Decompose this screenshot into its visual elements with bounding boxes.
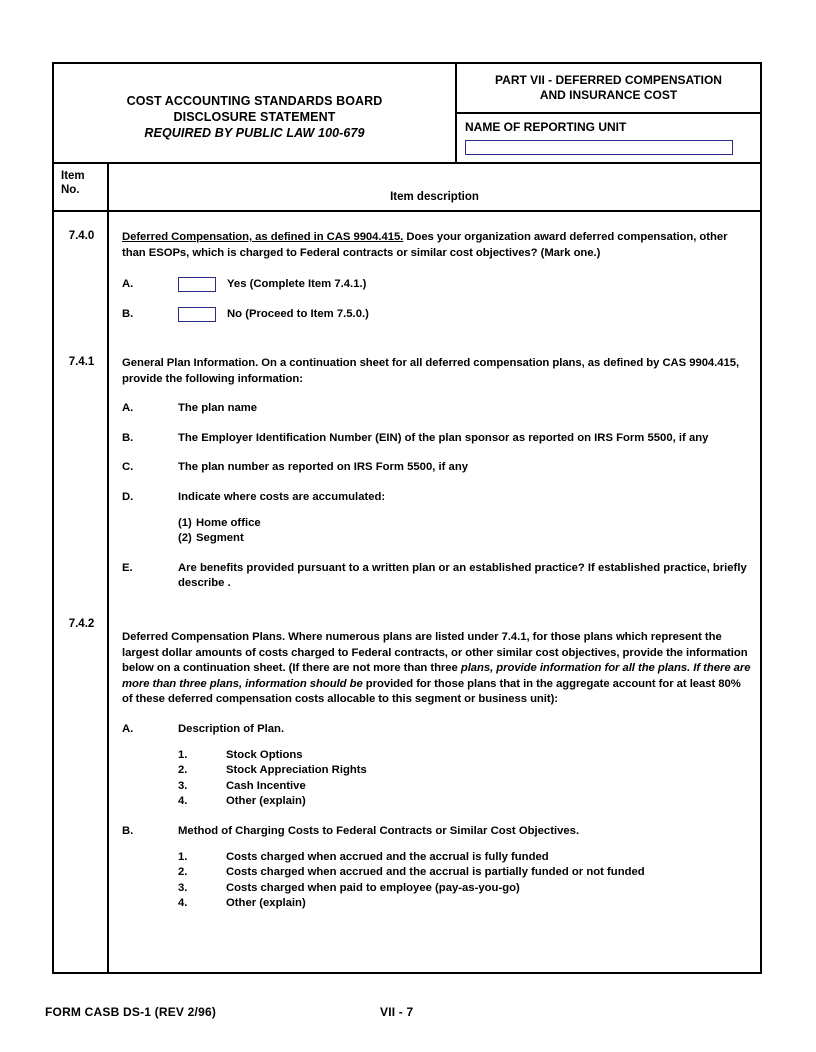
subitem-7-4-2-b-item-1 (178, 850, 754, 866)
subitem-letter-a: A. (122, 402, 134, 415)
subitem-7-4-1-e (122, 561, 754, 592)
subitem-7-4-2-a-item-3 (178, 779, 754, 795)
option-letter-b: B. (122, 308, 134, 321)
subitem-d-text-1: Home office (196, 516, 261, 529)
reporting-unit-label: NAME OF REPORTING UNIT (465, 120, 627, 134)
checkbox-no[interactable] (178, 307, 216, 322)
subitem-b-num-2: 2. (178, 866, 188, 879)
subitem-a-num-4: 4. (178, 795, 188, 808)
form-title-block (54, 64, 457, 162)
part-title-block (457, 64, 760, 114)
subitem-7-4-1-d-item-1 (178, 516, 754, 532)
subitem-7-4-2-text-a: Description of Plan. (178, 722, 285, 735)
subitem-text-a: The plan name (178, 402, 258, 415)
subitem-7-4-1-c (122, 460, 754, 476)
subitem-7-4-2-b-item-4 (178, 896, 754, 912)
subitem-7-4-2-b-item-2 (178, 865, 754, 881)
subitem-7-4-2-letter-a: A. (122, 722, 134, 735)
part-title-line-2: AND INSURANCE COST (539, 88, 678, 102)
section-7-4-1-paragraph: General Plan Information. On a continuation sheet for all deferred compensation plans, as defined by CAS 9904.415, provide the following information: (122, 357, 740, 385)
section-7-4-2-body-part1: Deferred Compensation Plans. Where numerous plans are listed under 7.4.1, for those plans which represent the largest dollar amounts of costs charged to Federal contracts, or other similar cost objectives, provide the information below on a continuation sheet. (If there are not more than three (122, 631, 748, 675)
subitem-a-text-1: Stock Options (226, 748, 303, 761)
option-row-yes[interactable] (122, 275, 754, 293)
option-label-no: No (Proceed to Item 7.5.0.) (227, 308, 369, 321)
form-title-line-1: COST ACCOUNTING STANDARDS BOARD (126, 94, 383, 108)
subitem-b-text-3: Costs charged when paid to employee (pay-as-you-go) (226, 881, 520, 894)
checkbox-yes[interactable] (178, 277, 216, 292)
item-description-column (109, 212, 760, 972)
section-7-4-0-body: Does your organization award deferred compensation, other than ESOPs, which is charged to Federal contracts or similar cost objectives? (Mark one.) (122, 231, 728, 259)
subitem-a-num-3: 3. (178, 779, 188, 792)
part-title-line-1: PART VII - DEFERRED COMPENSATION (495, 73, 722, 87)
subitem-text-e: Are benefits provided pursuant to a written plan or an established practice? If established practice, briefly describe . (178, 561, 747, 590)
section-7-4-1 (122, 356, 754, 592)
section-7-4-0-paragraph (122, 230, 754, 261)
subitem-d-text-2: Segment (196, 532, 244, 545)
item-number-7-4-0: 7.4.0 (68, 230, 95, 242)
subitem-7-4-1-d-item-2 (178, 531, 754, 547)
option-label-yes: Yes (Complete Item 7.4.1.) (227, 278, 367, 291)
form-header-right (457, 64, 760, 162)
subitem-text-d: Indicate where costs are accumulated: (178, 490, 386, 503)
section-7-4-2 (122, 630, 754, 912)
footer-page-number: VII - 7 (380, 1005, 414, 1019)
subitem-b-text-1: Costs charged when accrued and the accrual is fully funded (226, 850, 549, 863)
subitem-7-4-2-a-item-4 (178, 794, 754, 810)
subitem-7-4-2-b-item-3 (178, 881, 754, 897)
form-body-row (54, 212, 760, 972)
subitem-b-num-4: 4. (178, 897, 188, 910)
column-header-item-no-line1: Item (61, 170, 85, 182)
subitem-text-c: The plan number as reported on IRS Form 5500, if any (178, 461, 469, 474)
section-7-4-2-paragraph (122, 630, 754, 708)
column-header-item-no-line2: No. (61, 184, 80, 196)
subitem-a-num-2: 2. (178, 764, 188, 777)
item-number-column (54, 212, 109, 972)
reporting-unit-block (457, 114, 760, 162)
option-row-no[interactable] (122, 305, 754, 323)
subitem-b-num-1: 1. (178, 850, 188, 863)
section-7-4-0 (122, 230, 754, 323)
subitem-7-4-2-a-item-1 (178, 748, 754, 764)
subitem-letter-d: D. (122, 490, 134, 503)
subitem-7-4-2-letter-b: B. (122, 824, 134, 837)
footer-form-id: FORM CASB DS-1 (REV 2/96) (45, 1005, 217, 1019)
subitem-b-text-4: Other (explain) (226, 897, 306, 910)
item-number-7-4-1: 7.4.1 (68, 356, 95, 368)
subitem-7-4-1-d (122, 490, 754, 506)
subitem-7-4-2-a-item-2 (178, 763, 754, 779)
subitem-a-num-1: 1. (178, 748, 188, 761)
column-header-row (54, 164, 760, 212)
subitem-7-4-2-a (122, 722, 754, 738)
form-title-line-3: REQUIRED BY PUBLIC LAW 100-679 (144, 126, 365, 140)
subitem-a-text-3: Cash Incentive (226, 779, 306, 792)
section-7-4-2-body-italic: plans, provide information for all the plans. If there are more than three plans, information should be (122, 662, 751, 690)
form-header-row (54, 64, 760, 164)
subitem-a-text-4: Other (explain) (226, 795, 306, 808)
subitem-d-num-1: (1) (178, 516, 192, 529)
subitem-7-4-2-b (122, 824, 754, 840)
form-table (52, 62, 762, 974)
reporting-unit-input[interactable] (465, 140, 733, 155)
form-title-line-2: DISCLOSURE STATEMENT (173, 110, 336, 124)
subitem-d-num-2: (2) (178, 532, 192, 545)
column-header-item-no (54, 164, 109, 210)
item-number-7-4-2: 7.4.2 (68, 618, 95, 630)
subitem-b-num-3: 3. (178, 881, 188, 894)
subitem-7-4-1-a (122, 401, 754, 417)
subitem-a-text-2: Stock Appreciation Rights (226, 764, 367, 777)
subitem-7-4-1-b (122, 431, 754, 447)
column-header-item-description: Item description (390, 191, 479, 203)
subitem-b-text-2: Costs charged when accrued and the accrual is partially funded or not funded (226, 866, 645, 879)
option-letter-a: A. (122, 278, 134, 291)
subitem-letter-b: B. (122, 431, 134, 444)
subitem-letter-e: E. (122, 561, 133, 574)
section-7-4-0-lead: Deferred Compensation, as defined in CAS 9904.415. (122, 231, 404, 243)
subitem-text-b: The Employer Identification Number (EIN) of the plan sponsor as reported on IRS Form 5500, if any (178, 431, 709, 444)
section-7-4-2-body-part2: provided for those plans that in the aggregate account for at least 80% of these deferred compensation costs allocable to this segment or business unit): (122, 677, 741, 706)
subitem-letter-c: C. (122, 461, 134, 474)
subitem-7-4-2-text-b: Method of Charging Costs to Federal Contracts or Similar Cost Objectives. (178, 824, 580, 837)
